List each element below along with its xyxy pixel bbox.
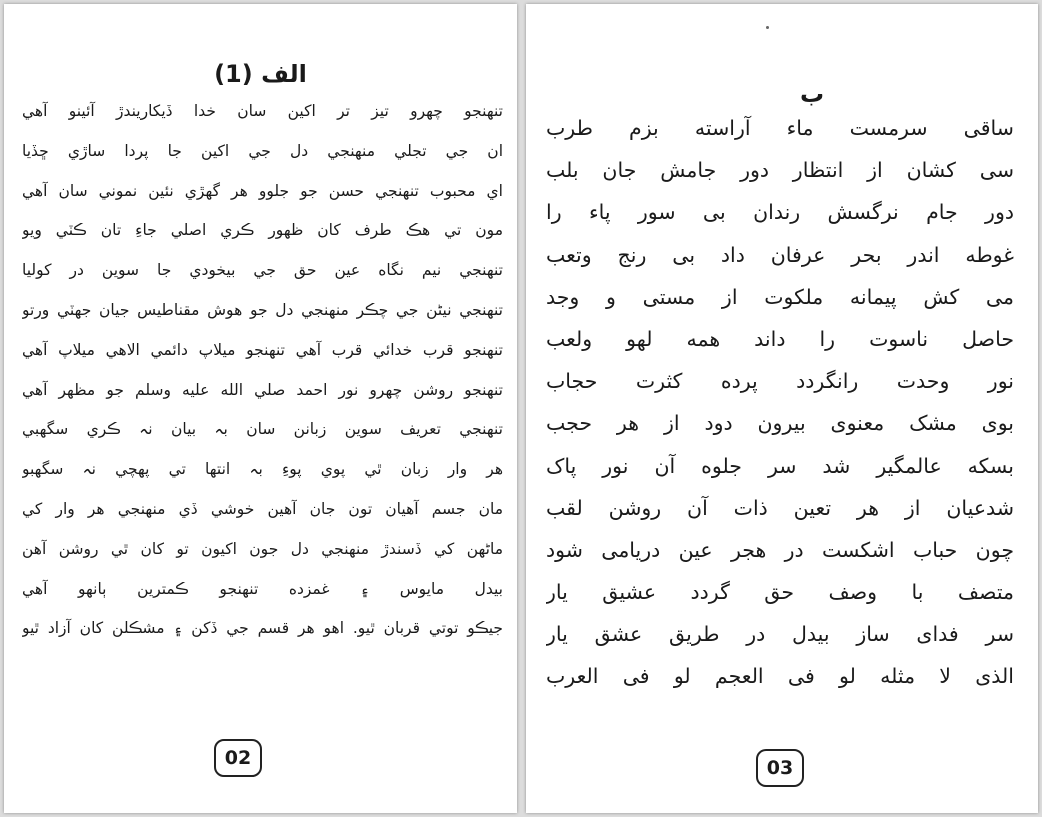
poem-line: ساقی سرمست ماء آراسته بزم طرب	[546, 116, 1014, 140]
poem-line: غوطه اندر بحر عرفان داد بی رنج وتعب	[546, 242, 1014, 267]
right-page	[526, 4, 1038, 813]
poem-line: متصف با وصف حق گردد عشیق یار	[546, 580, 1014, 605]
poem-line: تنهنجو چهرو تيز تر اکين سان خدا ڏيکاريندڙ آئينو آهي	[22, 102, 503, 120]
page-heading: ب	[799, 80, 825, 108]
poem-line: حاصل ناسوت را داند همه لهو ولعب	[546, 326, 1014, 351]
poem-line: هر وار زبان ٿي پوي پوءِ بہ انتها تي پهچي نہ سگهبو	[22, 460, 503, 479]
poem-line: شدعیان از هر تعین ذات آن روشن لقب	[546, 495, 1014, 520]
poem-line: چون حباب اشکست در هجر عین دریامی شود	[546, 537, 1014, 562]
scan-dot	[766, 26, 769, 29]
poem-line: تنهنجي نيڻن جي چڪر منهنجي دل جو هوش مقناطيس جيان جهٽي ورتو	[22, 300, 503, 319]
poem-line: ان جي تجلي منهنجي دل جي اکين جا پردا ساڙي ڇڏيا	[22, 141, 503, 160]
poem-line: تنهنجي تعريف سوين زبانن سان بہ بيان نہ ڪري سگهبي	[22, 420, 503, 439]
poem-line: ماڻهن کي ڏسندڙ منهنجي دل جون اکيون تو کان ٿي روشن آهن	[22, 539, 503, 558]
poem-line: بوی مشک معنوی بیرون دود از هر حجب	[546, 411, 1014, 436]
poem-line: سر فدای ساز بیدل در طریق عشق یار	[546, 622, 1014, 647]
poem-line: بيدل مايوس ۽ غمزده تنهنجو ڪمترين ٻانهو آهي	[22, 579, 503, 598]
poem-line: بسکه عالمگیر شد سر جلوه آن نور پاک	[546, 453, 1014, 478]
left-page	[4, 4, 517, 813]
page-number: 03	[756, 749, 804, 787]
poem-line: می کش پیمانه ملکوت از مستی و وجد	[546, 284, 1014, 309]
poem-line: الذی لا مثله لو فی العجم لو فی العرب	[546, 664, 1014, 689]
page-number: 02	[214, 739, 262, 777]
poem-line: مون تي هڪ طرف کان ظهور ڪري اصلي جاءِ تان ڪٽي ويو	[22, 221, 503, 240]
poem-line: سی کشان از انتظار دور جامش جان بلب	[546, 158, 1014, 183]
poem-line: جيڪو توتي قربان ٿيو. اهو هر قسم جي ڏکن ۽ مشڪلن کان آزاد ٿيو	[22, 619, 503, 638]
poem-line: تنهنجو قرب خدائي قرب آهي تنهنجو ميلاپ دائمي الاهي ميلاپ آهي	[22, 340, 503, 359]
poem-line: نور وحدت رانگردد پرده کثرت حجاب	[546, 369, 1014, 394]
poem-line: دور جام نرگسش رندان بی سور پاء را	[546, 200, 1014, 225]
page-heading: الف (1)	[214, 60, 307, 88]
poem-lines	[546, 107, 1014, 698]
poem-line: تنهنجو روشن چهرو نور احمد صلي الله عليه وسلم جو مظهر آهي	[22, 380, 503, 399]
poem-lines	[22, 92, 503, 649]
poem-line: اي محبوب تنهنجي حسن جو جلوو هر گهڙي نئين نموني سان آهي	[22, 181, 503, 200]
poem-line: مان جسم آهيان تون جان آهين خوشي ڏي منهنجي هر وار کي	[22, 499, 503, 518]
poem-line: تنهنجي نيم نگاه عين حق جي بيخودي جا سوين در کوليا	[22, 261, 503, 280]
